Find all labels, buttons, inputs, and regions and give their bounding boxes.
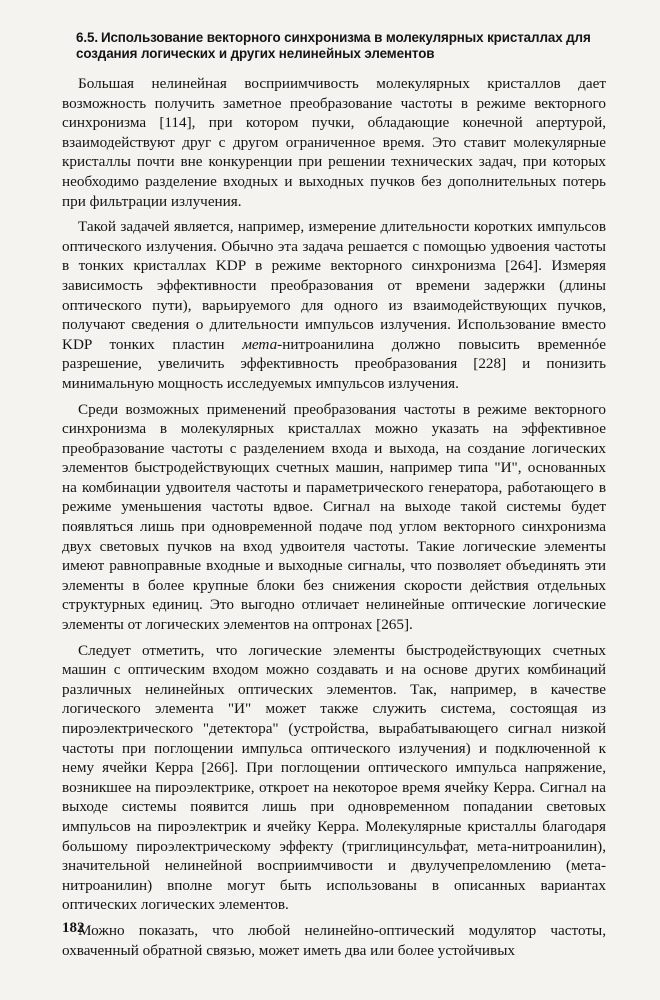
paragraph-1: Большая нелинейная восприимчивость молекулярных кристаллов дает возможность получить заметное преобразование частоты в режиме векторного синхронизма [114], при котором пучки, обладающие конечной апертурой, взаимодействуют друг с другом ограниченное время. Это ставит молекулярные кристаллы почти вне конкуренции при решении технических задач, при которых необходимо разделение входных и выходных пучков без дополнительных потерь при фильтрации излучения.: [62, 75, 606, 210]
paragraph-2-text-a: Такой задачей является, например, измерение длительности коротких импульсов оптического излучения. Обычно эта задача решается с помощью удвоения частоты в тонких кристаллах KDP в режиме векторного синхронизма [264]. Измеряя зависимость эффективности преобразования от времени задержки (длины оптического пути), варьируемого для одного из взаимодействующих пучков, получают сведения о длительности импульсов излучения. Использование вместо KDP тонких пластин: [62, 218, 606, 353]
paragraph-5: Можно показать, что любой нелинейно-оптический модулятор частоты, охваченный обратной связью, может иметь два или более устойчивых: [62, 921, 606, 959]
paragraph-3: Среди возможных применений преобразования частоты в режиме векторного синхронизма в молекулярных кристаллах можно указать на эффективное преобразование частоты с разделением входа и выхода, на создание логических элементов быстродействующих счетных машин, например типа "И", основанных на комбинации удвоителя частоты и параметрического генератора, работающего в режиме уменьшения частоты вдвое. Сигнал на выходе такой системы будет появляться лишь при одновременной подаче под углом векторного синхронизма двух световых пучков на вход удвоителя частоты. Такие логические элементы имеют равноправные входные и выходные сигналы, что позволяет объединять эти элементы в более крупные блоки без снижения скорости действия отдельных структурных единиц. Это выгодно отличает нелинейные оптические логические элементы от логических элементов на оптронах [265].: [62, 400, 606, 634]
paragraph-2: [62, 217, 606, 393]
section-number: 6.5.: [76, 30, 98, 45]
body-text: [62, 74, 606, 960]
paragraph-2-text-b: -нитроанилина должно повысить временнóе разрешение, увеличить эффективность преобразования [228] и понизить минимальную мощность исследуемых импульсов излучения.: [62, 335, 606, 392]
paragraph-4: Следует отметить, что логические элементы быстродействующих счетных машин с оптическим входом можно создавать и на основе других комбинаций различных нелинейных оптических элементов. Так, например, в качестве логического элемента "И" может также служить система, состоящая из пироэлектрического "детектора" (устройства, вырабатывающего сигнал низкой частоты при поглощении импульса оптического излучения) и подключенной к нему ячейки Керра [266]. При поглощении оптического импульса напряжение, возникшее на пироэлектрике, откроет на некоторое время ячейку Керра. Сигнал на выходе системы появится лишь при одновременном попадании световых импульсов на пироэлектрик и ячейку Керра. Молекулярные кристаллы благодаря большому пироэлектрическому эффекту (триглицинсульфат, мета-нитроанилин), значительной нелинейной восприимчивости и двулучепреломлению (мета-нитроанилин) вполне могут быть использованы в описанных вариантах оптических логических элементов.: [62, 641, 606, 914]
paragraph-2-italic-term: мета: [242, 335, 278, 353]
page-number: 182: [62, 920, 85, 936]
section-heading: [76, 30, 606, 62]
section-title-text: Использование векторного синхронизма в молекулярных кристаллах для создания логических и других нелинейных элементов: [76, 30, 591, 61]
